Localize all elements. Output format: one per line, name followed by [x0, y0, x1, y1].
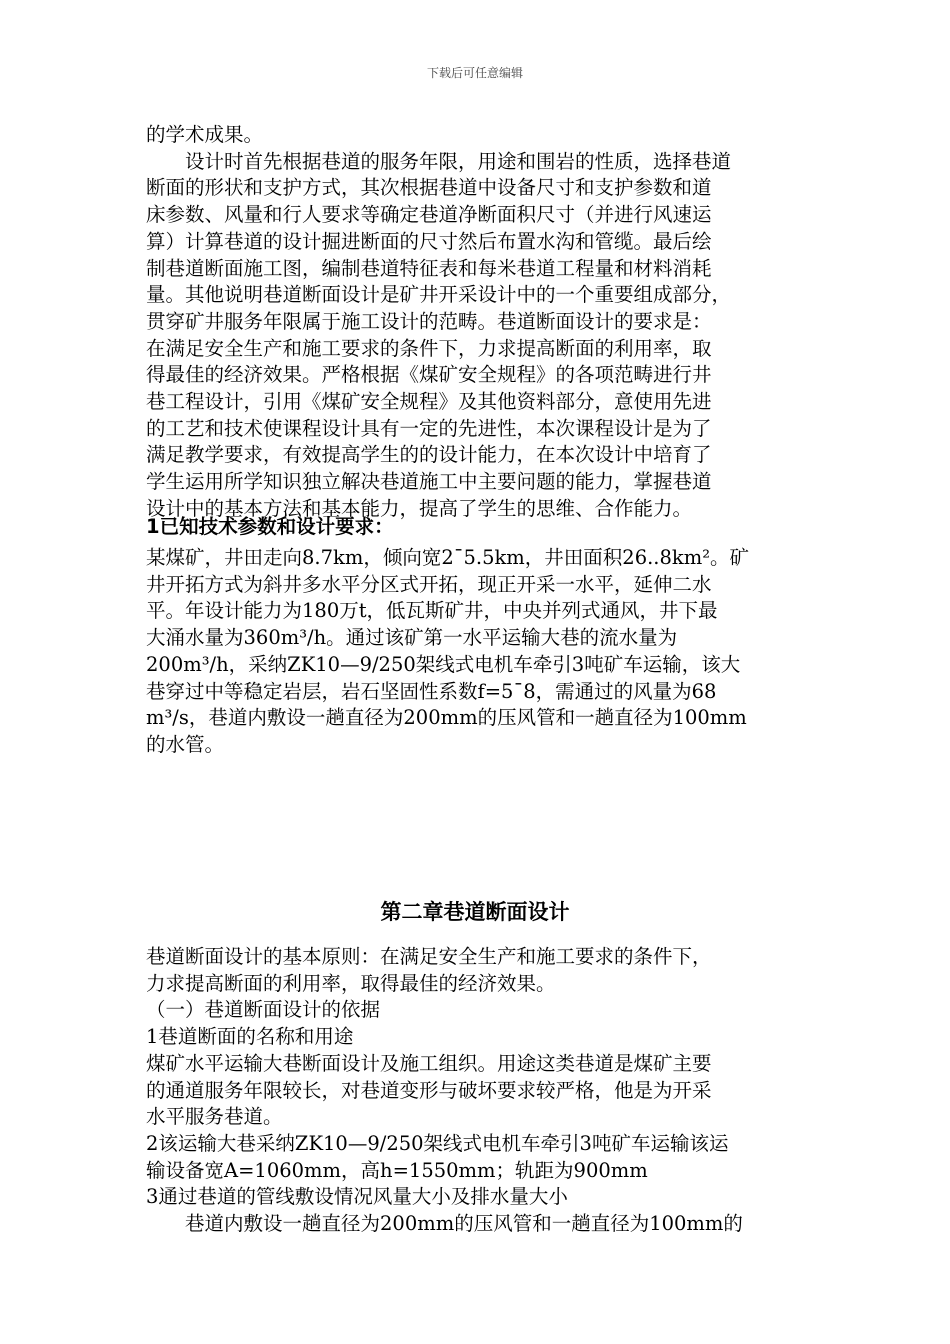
text-line: 的工艺和技术使课程设计具有一定的先进性，本次课程设计是为了	[146, 416, 712, 440]
chapter-2-body	[146, 944, 814, 1238]
text-line: 2该运输大巷采纳ZK10—9/250架线式电机车牵引3吨矿车运输该运	[146, 1131, 729, 1155]
text-line: 算）计算巷道的设计掘进断面的尺寸然后布置水沟和管缆。最后绘	[146, 229, 712, 253]
text-line: （一）巷道断面设计的依据	[146, 998, 381, 1022]
text-line: 的通道服务年限较长，对巷道变形与破坏要求较严格，他是为开采	[146, 1078, 712, 1102]
text-line: 得最佳的经济效果。严格根据《煤矿安全规程》的各项范畴进行井	[146, 363, 712, 387]
section-1-body	[146, 545, 814, 759]
text-line: 断面的形状和支护方式，其次根据巷道中设备尺寸和支护参数和道	[146, 176, 712, 200]
text-line: 力求提高断面的利用率，取得最佳的经济效果。	[146, 971, 556, 995]
text-line: 某煤矿，井田走向8.7km，倾向宽2¯5.5km，井田面积26..8km²。矿	[146, 546, 750, 569]
text-line: 大涌水量为360m³/h。通过该矿第一水平运输大巷的流水量为	[146, 626, 678, 650]
text-line: 床参数、风量和行人要求等确定巷道净断面积尺寸（并进行风速运	[146, 203, 712, 227]
intro-paragraphs	[146, 122, 814, 523]
text-line: 巷穿过中等稳定岩层，岩石坚固性系数f=5¯8，需通过的风量为68	[146, 679, 717, 703]
text-line: m³/s，巷道内敷设一趟直径为200mm的压风管和一趟直径为100mm	[146, 706, 747, 730]
text-line: 输设备宽A=1060mm，高h=1550mm；轨距为900mm	[146, 1158, 648, 1182]
text-line: 量。其他说明巷道断面设计是矿井开采设计中的一个重要组成部分，	[146, 283, 732, 307]
text-line: 设计时首先根据巷道的服务年限，用途和围岩的性质，选择巷道	[146, 149, 732, 173]
text-line: 制巷道断面施工图，编制巷道特征表和每米巷道工程量和材料消耗	[146, 256, 712, 280]
text-line: 巷道断面设计的基本原则：在满足安全生产和施工要求的条件下，	[146, 945, 712, 968]
text-line: 在满足安全生产和施工要求的条件下，力求提高断面的利用率，取	[146, 336, 712, 360]
text-line: 巷工程设计，引用《煤矿安全规程》及其他资料部分，意使用先进	[146, 390, 712, 414]
page-header: 下载后可任意编辑	[426, 66, 523, 80]
text-line: 1巷道断面的名称和用途	[146, 1025, 354, 1049]
text-line: 满足教学要求，有效提高学生的的设计能力，在本次设计中培育了	[146, 443, 712, 467]
text-line: 的水管。	[146, 732, 225, 756]
text-line: 煤矿水平运输大巷断面设计及施工组织。用途这类巷道是煤矿主要	[146, 1051, 712, 1075]
text-line: 巷道内敷设一趟直径为200mm的压风管和一趟直径为100mm的	[146, 1212, 743, 1236]
text-line: 设计中的基本方法和基本能力，提高了学生的思维、合作能力。	[146, 496, 693, 520]
text-line: 200m³/h，采纳ZK10—9/250架线式电机车牵引3吨矿车运输，该大	[146, 652, 741, 676]
text-line: 学生运用所学知识独立解决巷道施工中主要问题的能力，掌握巷道	[146, 470, 712, 494]
section-heading-1: 1已知技术参数和设计要求：	[146, 515, 394, 538]
text-line: 平。年设计能力为180万t，低瓦斯矿井，中央并列式通风，井下最	[146, 599, 718, 623]
text-line: 3通过巷道的管线敷设情况风量大小及排水量大小	[146, 1185, 568, 1209]
text-line: 贯穿矿井服务年限属于施工设计的范畴。巷道断面设计的要求是：	[146, 309, 712, 333]
text-line: 井开拓方式为斜井多水平分区式开拓，现正开采一水平，延伸二水	[146, 572, 712, 596]
text-line: 的学术成果。	[146, 123, 264, 146]
text-line: 水平服务巷道。	[146, 1105, 283, 1129]
chapter-title: 第二章巷道断面设计	[380, 900, 570, 924]
